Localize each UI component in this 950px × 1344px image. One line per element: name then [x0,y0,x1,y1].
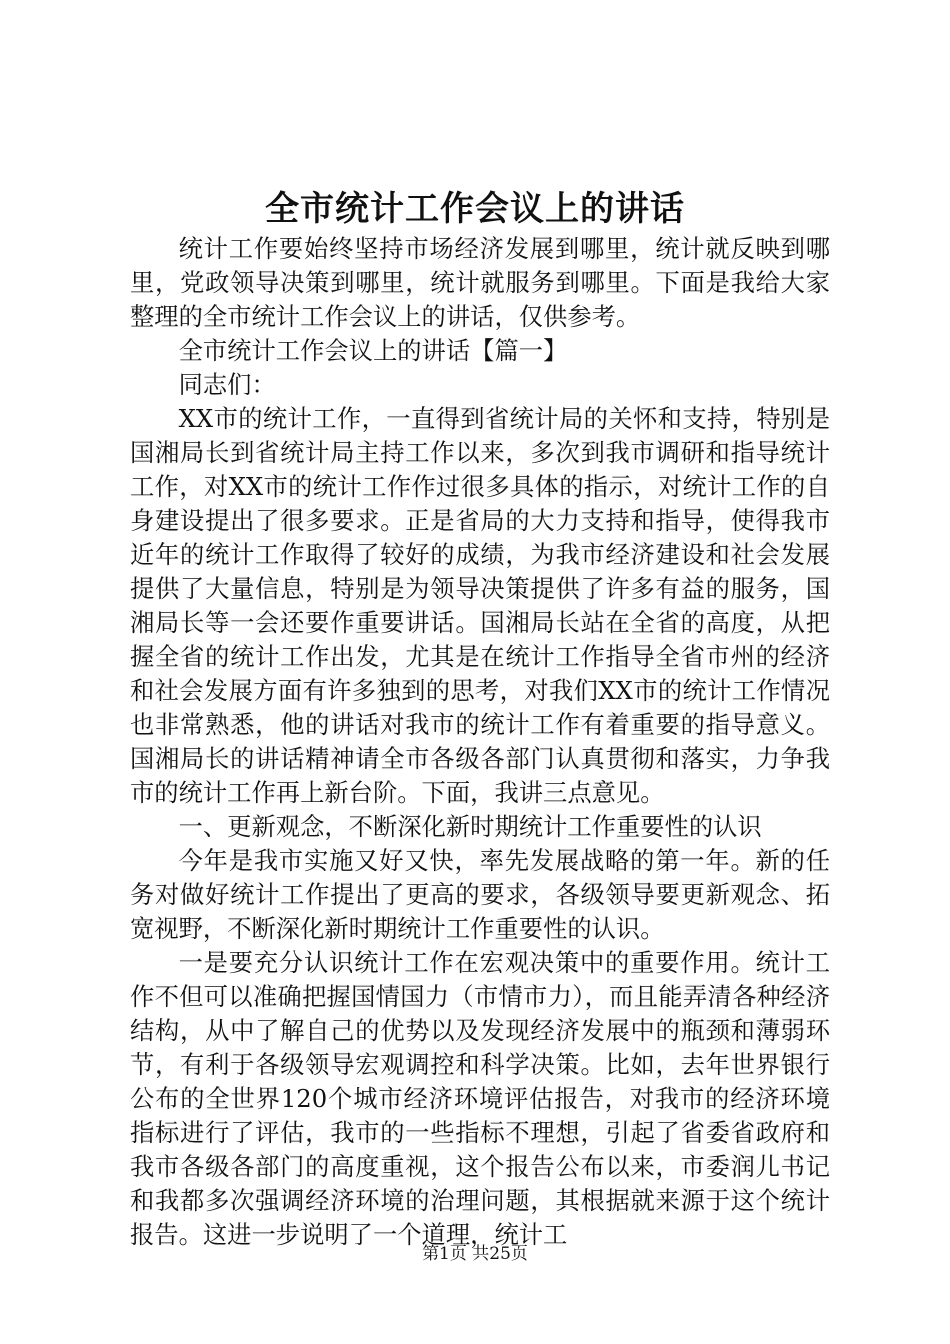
section-heading: 全市统计工作会议上的讲话【篇一】 [178,336,568,365]
body-paragraph: 一是要充分认识统计工作在宏观决策中的重要作用。统计工作不但可以准确把握国情国力（市情市力），而且能弄清各种经济结构，从中了解自己的优势以及发现经济发展中的瓶颈和薄弱环节，有利于各级领导宏观调控和科学决策。比如，去年世界银行公布的全世界120个城市经济环境评估报告，对我市的经济环境指标进行了评估，我市的一些指标不理想，引起了省委省政府和我市各级各部门的高度重视，这个报告公布以来，市委润儿书记和我都多次强调经济环境的治理问题，其根据就来源于这个统计报告。这进一步说明了一个道理，统计工 [130,948,830,1249]
document-body [130,232,830,1252]
body-paragraph: XX市的统计工作，一直得到省统计局的关怀和支持，特别是国湘局长到省统计局主持工作以来，多次到我市调研和指导统计工作，对XX市的统计工作作过很多具体的指示，对统计工作的自身建设提出了很多要求。正是省局的大力支持和指导，使得我市近年的统计工作取得了较好的成绩，为我市经济建设和社会发展提供了大量信息，特别是为领导决策提供了许多有益的服务，国湘局长等一会还要作重要讲话。国湘局长站在全省的高度，从把握全省的统计工作出发，尤其是在统计工作指导全省市州的经济和社会发展方面有许多独到的思考，对我们XX市的统计工作情况也非常熟悉，他的讲话对我市的统计工作有着重要的指导意义。国湘局长的讲话精神请全市各级各部门认真贯彻和落实，力争我市的统计工作再上新台阶。下面，我讲三点意见。 [130,404,830,807]
body-paragraph: 今年是我市实施又好又快，率先发展战略的第一年。新的任务对做好统计工作提出了更高的要求，各级领导要更新观念、拓宽视野，不断深化新时期统计工作重要性的认识。 [130,846,830,943]
point-heading: 一、更新观念，不断深化新时期统计工作重要性的认识 [178,812,762,841]
page-number-footer: 第1页 共25页 [422,1244,528,1264]
intro-paragraph: 统计工作要始终坚持市场经济发展到哪里，统计就反映到哪里，党政领导决策到哪里，统计就服务到哪里。下面是我给大家整理的全市统计工作会议上的讲话，仅供参考。 [130,234,830,331]
salutation: 同志们： [178,370,276,399]
document-title: 全市统计工作会议上的讲话 [265,189,685,229]
